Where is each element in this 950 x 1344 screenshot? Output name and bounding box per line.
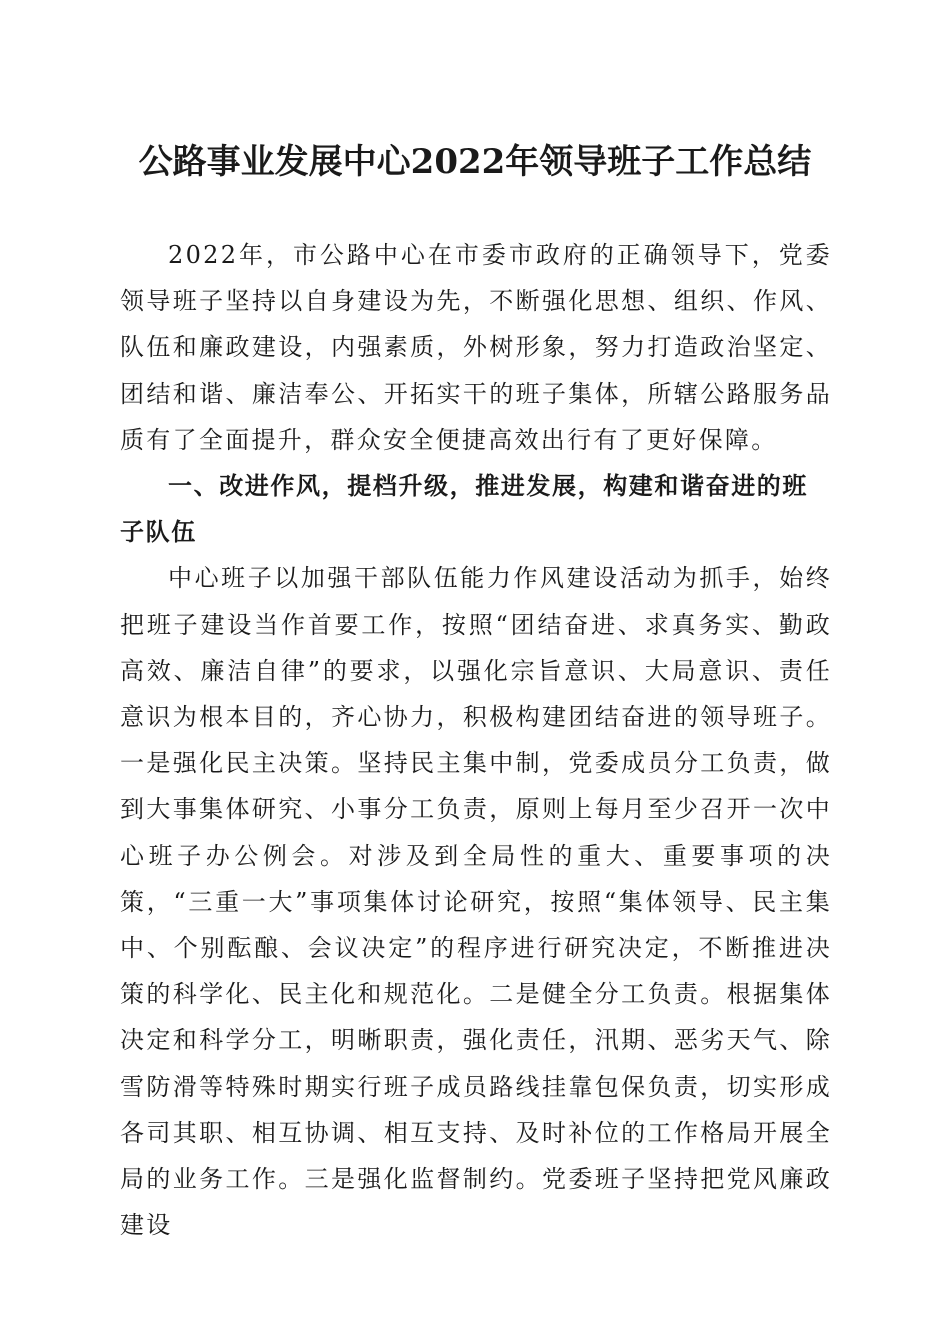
document-title: 公路事业发展中心2022年领导班子工作总结 — [138, 142, 812, 182]
intro-paragraph: 2022年，市公路中心在市委市政府的正确领导下，党委领导班子坚持以自身建设为先，不断强化思想、组织、作风、队伍和廉政建设，内强素质，外树形象，努力打造政治坚定、团结和谐、廉洁奉公、开拓实干的班子集体，所辖公路服务品质有了全面提升，群众安全便捷高效出行有了更好保障。 — [120, 241, 832, 454]
section-paragraph: 中心班子以加强干部队伍能力作风建设活动为抓手，始终把班子建设当作首要工作，按照“团结奋进、求真务实、勤政高效、廉洁自律”的要求，以强化宗旨意识、大局意识、责任意识为根本目的，齐心协力，积极构建团结奋进的领导班子。一是强化民主决策。坚持民主集中制，党委成员分工负责，做到大事集体研究、小事分工负责，原则上每月至少召开一次中心班子办公例会。对涉及到全局性的重大、重要事项的决策，“三重一大”事项集体讨论研究，按照“集体领导、民主集中、个别酝酿、会议决定”的程序进行研究决定，不断推进决策的科学化、民主化和规范化。二是健全分工负责。根据集体决定和科学分工，明晰职责，强化责任，汛期、恶劣天气、除雪防滑等特殊时期实行班子成员路线挂靠包保负责，切实形成各司其职、相互协调、相互支持、及时补位的工作格局开展全局的业务工作。三是强化监督制约。党委班子坚持把党风廉政建设 — [120, 564, 832, 1240]
document-body — [120, 232, 832, 1248]
section-heading: 一、改进作风，提档升级，推进发展，构建和谐奋进的班子队伍 — [120, 472, 808, 547]
